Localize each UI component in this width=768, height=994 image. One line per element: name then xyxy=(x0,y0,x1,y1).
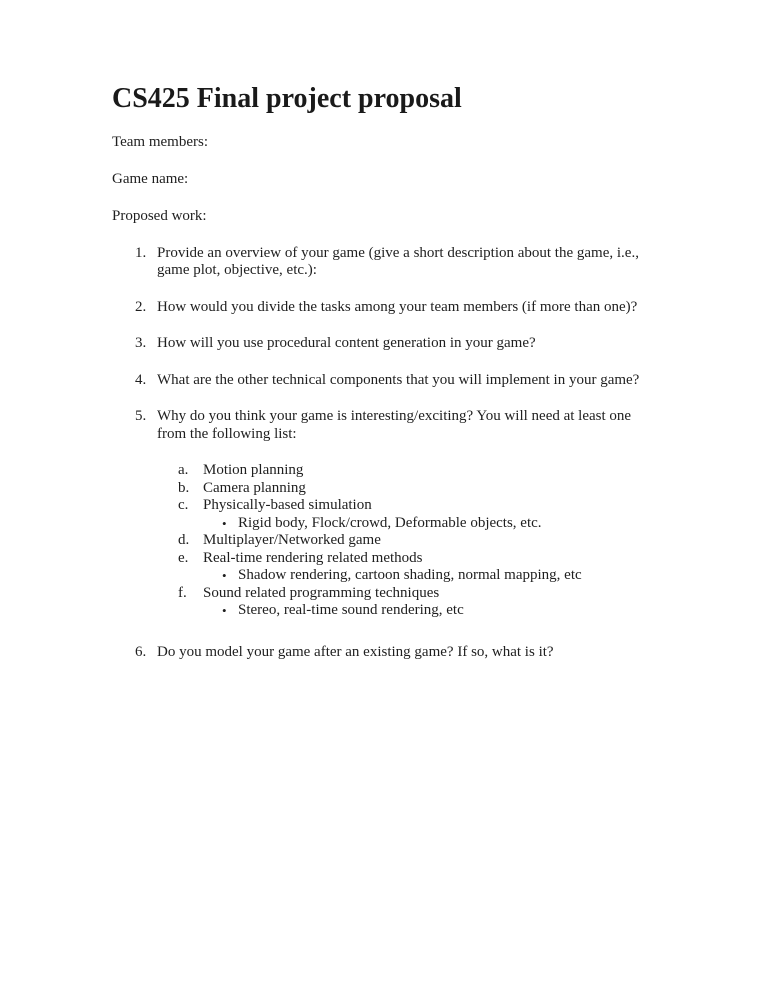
lettered-sub-item-text: Motion planning xyxy=(203,462,304,479)
bullet-item-text: Stereo, real-time sound rendering, etc xyxy=(238,602,464,619)
numbered-item-marker: 4. xyxy=(135,371,147,388)
intro-line: Proposed work: xyxy=(112,207,207,224)
bullet-icon: • xyxy=(222,603,227,619)
bullet-item xyxy=(157,515,657,533)
lettered-sub-item-marker: a. xyxy=(178,462,189,479)
lettered-sub-item-text: Multiplayer/Networked game xyxy=(203,532,381,549)
numbered-item-text: Do you model your game after an existing game? If so, what is it? xyxy=(157,643,554,660)
numbered-item xyxy=(112,372,668,390)
numbered-item-body xyxy=(157,408,657,625)
numbered-item xyxy=(112,299,668,317)
lettered-sub-item-text: Physically-based simulation xyxy=(203,497,372,514)
lettered-sub-item xyxy=(157,480,657,498)
intro-line: Team members: xyxy=(112,133,208,150)
numbered-item-marker: 1. xyxy=(135,244,147,261)
numbered-item-body xyxy=(157,245,657,280)
lettered-sub-item-marker: f. xyxy=(178,584,187,601)
lettered-sub-item xyxy=(157,497,657,515)
lettered-sub-item xyxy=(157,585,657,603)
bullet-item-text: Shadow rendering, cartoon shading, normal mapping, etc xyxy=(238,567,582,584)
numbered-item-marker: 5. xyxy=(135,408,147,425)
numbered-item-text: How would you divide the tasks among your team members (if more than one)? xyxy=(157,298,638,315)
lettered-sub-item-marker: c. xyxy=(178,497,189,514)
document-title: CS425 Final project proposal xyxy=(112,83,462,114)
intro-section xyxy=(112,134,668,226)
numbered-item xyxy=(112,335,668,353)
numbered-item-text: What are the other technical components that you will implement in your game? xyxy=(157,371,640,388)
numbered-item-body xyxy=(157,644,657,662)
numbered-item-marker: 6. xyxy=(135,643,147,660)
lettered-sub-item xyxy=(157,550,657,568)
lettered-sub-item-marker: e. xyxy=(178,549,189,566)
numbered-item-text: How will you use procedural content generation in your game? xyxy=(157,335,536,352)
lettered-sub-item-text: Real-time rendering related methods xyxy=(203,549,423,566)
numbered-item-body xyxy=(157,299,657,317)
lettered-sub-item-text: Sound related programming techniques xyxy=(203,584,440,601)
bullet-item xyxy=(157,567,657,585)
lettered-sub-item xyxy=(157,532,657,550)
numbered-item-marker: 2. xyxy=(135,298,147,315)
lettered-sub-list xyxy=(157,462,657,620)
proposal-question-list xyxy=(112,245,668,662)
bullet-icon: • xyxy=(222,568,227,584)
lettered-sub-item xyxy=(157,462,657,480)
lettered-sub-item-marker: b. xyxy=(178,479,190,496)
numbered-item-text: Provide an overview of your game (give a short description about the game, i.e., game plot, objective, etc.): xyxy=(157,244,639,279)
bullet-item-text: Rigid body, Flock/crowd, Deformable objects, etc. xyxy=(238,514,542,531)
lettered-sub-item-text: Camera planning xyxy=(203,479,306,496)
numbered-item-body xyxy=(157,335,657,353)
lettered-sub-item-marker: d. xyxy=(178,532,190,549)
numbered-item-body xyxy=(157,372,657,390)
numbered-item-text: Why do you think your game is interesting/exciting? You will need at least one from the following list: xyxy=(157,408,632,442)
bullet-icon: • xyxy=(222,515,227,531)
intro-line: Game name: xyxy=(112,170,189,187)
numbered-item xyxy=(112,408,668,625)
bullet-item xyxy=(157,602,657,620)
numbered-item xyxy=(112,245,668,280)
numbered-item xyxy=(112,644,668,662)
numbered-item-marker: 3. xyxy=(135,335,147,352)
